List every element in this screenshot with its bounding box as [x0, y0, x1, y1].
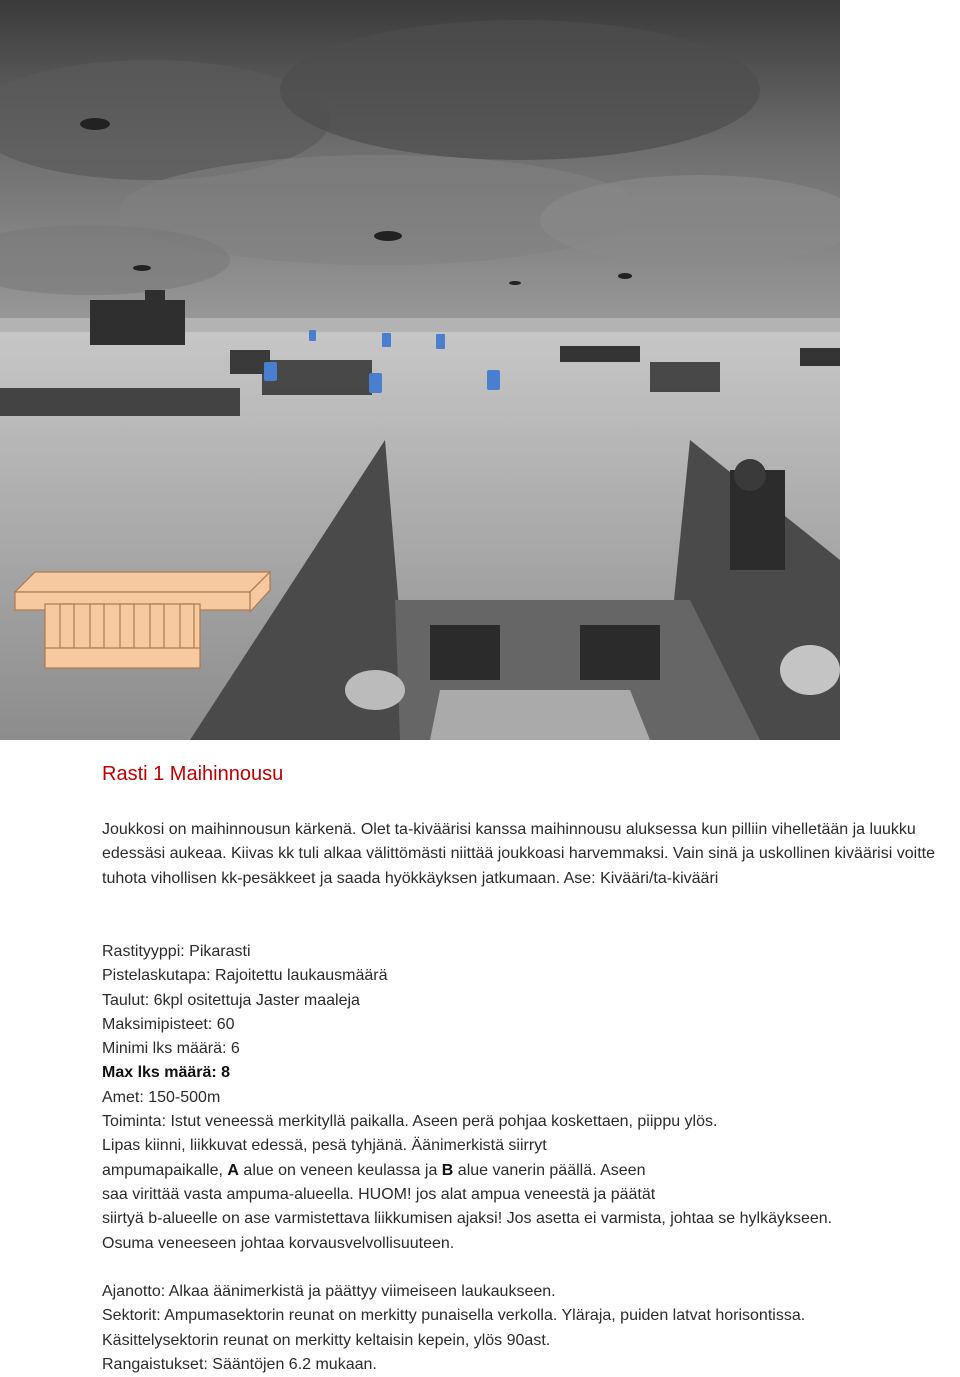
penalties: Rangaistukset: Sääntöjen 6.2 mukaan.	[102, 1356, 377, 1374]
scoring-method: Pistelaskutapa: Rajoitettu laukausmäärä	[102, 967, 388, 985]
area-a-label: A	[227, 1161, 239, 1179]
timing: Ajanotto: Alkaa äänimerkistä ja päättyy viimeiseen laukaukseen.	[102, 1283, 556, 1301]
procedure-line-5: siirtyä b-alueelle on ase varmistettava liikkumisen ajaksi! Jos asetta ei varmista, johtaa se hylkäykseen.	[102, 1210, 833, 1228]
spacer	[102, 1256, 942, 1280]
handling-sector: Käsittelysektorin reunat on merkitty keltaisin kepein, ylös 90ast.	[102, 1331, 551, 1349]
station-details	[102, 940, 942, 1377]
procedure-text-a: ampumapaikalle,	[102, 1161, 228, 1179]
procedure-text-b: alue on veneen keulassa ja	[238, 1161, 442, 1179]
procedure-line-2: Lipas kiinni, liikkuvat edessä, pesä tyhjänä. Äänimerkistä siirryt	[102, 1137, 547, 1155]
landing-craft-photo	[0, 0, 840, 740]
sectors: Sektorit: Ampumasektorin reunat on merkitty punaisella verkolla. Yläraja, puiden latvat horisontissa.	[102, 1307, 806, 1325]
max-points: Maksimipisteet: 60	[102, 1015, 235, 1033]
procedure-line-6: Osuma veneeseen johtaa korvausvelvollisuuteen.	[102, 1234, 455, 1252]
procedure-text-c: alue vanerin päällä. Aseen	[453, 1161, 646, 1179]
procedure-line-3	[102, 1159, 942, 1183]
targets: Taulut: 6kpl ositettuja Jaster maaleja	[102, 991, 360, 1009]
page-title: Rasti 1 Maihinnousu	[102, 763, 284, 785]
procedure-line-1: Toiminta: Istut veneessä merkityllä paikalla. Aseen perä pohjaa koskettaen, piippu ylös.	[102, 1113, 718, 1131]
max-shots-text: Max lks määrä: 8	[102, 1064, 231, 1082]
area-b-label: B	[441, 1161, 454, 1179]
station-type: Rastityyppi: Pikarasti	[102, 943, 251, 960]
sky	[0, 0, 840, 330]
ranges: Amet: 150-500m	[102, 1088, 221, 1106]
procedure-line-4: saa virittää vasta ampuma-alueella. HUOM! jos alat ampua veneestä ja päätät	[102, 1185, 656, 1203]
intro-paragraph: Joukkosi on maihinnousun kärkenä. Olet ta-kiväärisi kanssa maihinnousu aluksessa kun pilliin vihelletään ja luukku edessäsi aukeaa. Kiivas kk tuli alkaa välittömästi niittää joukkoasi harvemmaksi. Vain sinä ja uskollinen kiväärisi voitte tuhota vihollisen kk-pesäkkeet ja saada hyökkäyksen jatkumaan. Ase: Kivääri/ta-kivääri	[102, 821, 935, 887]
max-shots	[102, 1061, 942, 1085]
min-shots: Minimi lks määrä: 6	[102, 1040, 240, 1058]
